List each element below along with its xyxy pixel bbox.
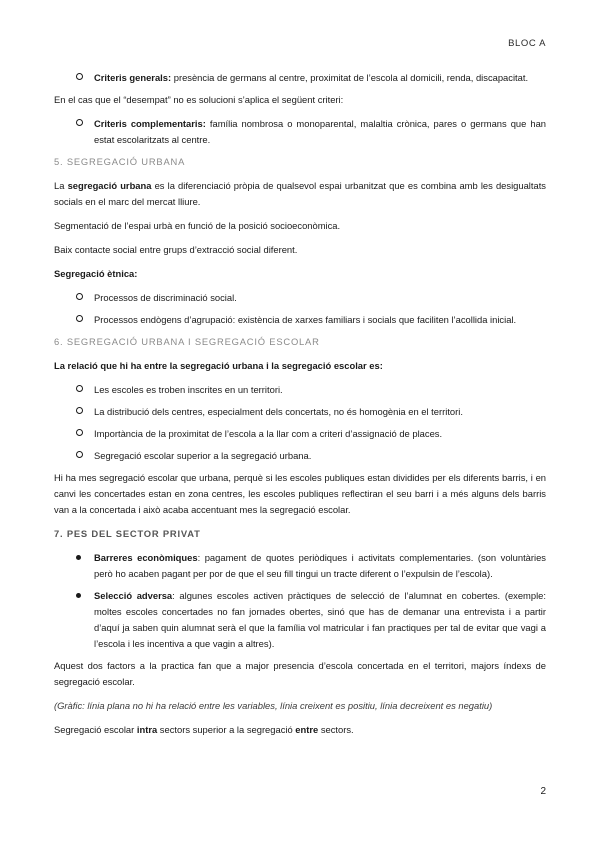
section-5-para-2: Segmentació de l’espai urbà en funció de la posició socioeconòmica. xyxy=(54,220,341,231)
section-6-closing: Hi ha mes segregació escolar que urbana, perquè si les escoles publiques estan dividides per els diferents barris, i en canvi les concertades estan en zona centres, les escoles publiques reflectiran el seu barri i a més alguns dels barris van a la concertada i això acaba accentuant mes la segregació escolar. xyxy=(54,472,546,515)
list-item-text: La distribució dels centres, especialment dels concertats, no és homogènia en el territori. xyxy=(94,406,463,417)
list-item-text: Les escoles es troben inscrites en un territori. xyxy=(94,384,283,395)
circle-bullet-icon xyxy=(54,312,94,328)
list-item xyxy=(54,588,546,652)
list-item-text: Processos endògens d’agrupació: existència de xarxes familiars i socials que faciliten l’acollida inicial. xyxy=(94,314,517,325)
grafic-note: (Gràfic: línia plana no hi ha relació entre les variables, línia creixent es positiu, línia decreixent es negatiu) xyxy=(54,700,493,711)
circle-bullet-icon xyxy=(54,426,94,442)
last-term: intra xyxy=(136,724,158,735)
list-item-text: Processos de discriminació social. xyxy=(94,292,237,303)
section-6-title: 6. SEGREGACIÓ URBANA I SEGREGACIÓ ESCOLAR xyxy=(54,336,320,347)
section-6-lead xyxy=(54,358,546,374)
bullet-label: Criteris generals: xyxy=(94,72,172,83)
last-text: sectors. xyxy=(318,724,354,735)
list-item-text: Importància de la proximitat de l’escola a la llar com a criteri d’assignació de places. xyxy=(94,428,443,439)
lead-text: es: xyxy=(366,360,383,371)
lead-text: i la xyxy=(263,360,282,371)
lead-term: segregació escolar xyxy=(281,360,367,371)
intro-term: segregació urbana xyxy=(67,180,152,191)
list-item xyxy=(54,70,546,86)
circle-bullet-icon xyxy=(54,382,94,398)
list-item xyxy=(54,404,546,420)
etnica-label xyxy=(54,266,546,282)
lead-text: La relació que hi ha entre la xyxy=(54,360,181,371)
last-text: Segregació escolar xyxy=(54,724,137,735)
bullet-text: : pagament de quotes periòdiques i activitats complementaries. (son voluntàries però ho acaben pagant per por de que el seu fill tingui un tracte diferent o l’expulsin de l’escola). xyxy=(94,552,546,579)
page-number: 2 xyxy=(540,786,546,797)
disc-bullet-icon xyxy=(54,550,94,582)
section-5-para-3: Baix contacte social entre grups d’extracció social diferent. xyxy=(54,244,298,255)
last-paragraph xyxy=(54,722,546,738)
bullet-label: Barreres econòmiques xyxy=(94,552,198,563)
intro-text: La xyxy=(54,180,68,191)
bloc-header: BLOC A xyxy=(508,38,546,49)
circle-bullet-icon xyxy=(54,70,94,86)
bullet-text: : algunes escoles activen pràctiques de selecció de l’alumnat en cobertes. (exemple: moltes escoles concertades no fan jornades obertes, sinó que has de demanar una entrevista i a partir d’aquí ja saben quin alumnat serà el que la família vol matricular i fan practiques per tal de evitar que vagi a l’escola i les incentiva a que vagin a altres). xyxy=(94,590,546,649)
disc-bullet-icon xyxy=(54,588,94,652)
bullet-label: Selecció adversa xyxy=(94,590,173,601)
list-item xyxy=(54,290,546,306)
intro-text: es la diferenciació pròpia de qualsevol espai urbanitzat que es combina amb les desigualtats socials en el marc del mercat lliure. xyxy=(54,180,546,207)
list-item xyxy=(54,550,546,582)
lead-term: segregació urbana xyxy=(180,360,264,371)
list-item xyxy=(54,116,546,148)
desempat-paragraph: En el cas que el “desempat” no es solucioni s’aplica el següent criteri: xyxy=(54,94,344,105)
section-5-intro xyxy=(54,178,546,210)
list-item xyxy=(54,382,546,398)
factors-paragraph: Aquest dos factors a la practica fan que a major presencia d’escola concertada en el territori, majors índexs de segregació escolar. xyxy=(54,660,546,687)
circle-bullet-icon xyxy=(54,116,94,148)
last-term: entre xyxy=(295,724,319,735)
list-item-text: Segregació escolar superior a la segregació urbana. xyxy=(94,450,312,461)
section-7-title: 7. PES DEL SECTOR PRIVAT xyxy=(54,528,201,539)
bullet-label: Criteris complementaris: xyxy=(94,118,206,129)
list-item xyxy=(54,426,546,442)
bullet-text: família nombrosa o monoparental, malaltia crònica, pares o germans que han estat escolaritzats al centre. xyxy=(94,118,546,145)
bullet-text: presència de germans al centre, proximitat de l’escola al domicili, renda, discapacitat. xyxy=(171,72,529,83)
circle-bullet-icon xyxy=(54,448,94,464)
list-item xyxy=(54,312,546,328)
section-5-title: 5. SEGREGACIÓ URBANA xyxy=(54,156,186,167)
circle-bullet-icon xyxy=(54,404,94,420)
circle-bullet-icon xyxy=(54,290,94,306)
etnica-label-text: Segregació ètnica: xyxy=(54,268,138,279)
list-item xyxy=(54,448,546,464)
page-content xyxy=(54,70,546,746)
last-text: sectors superior a la segregació xyxy=(157,724,296,735)
